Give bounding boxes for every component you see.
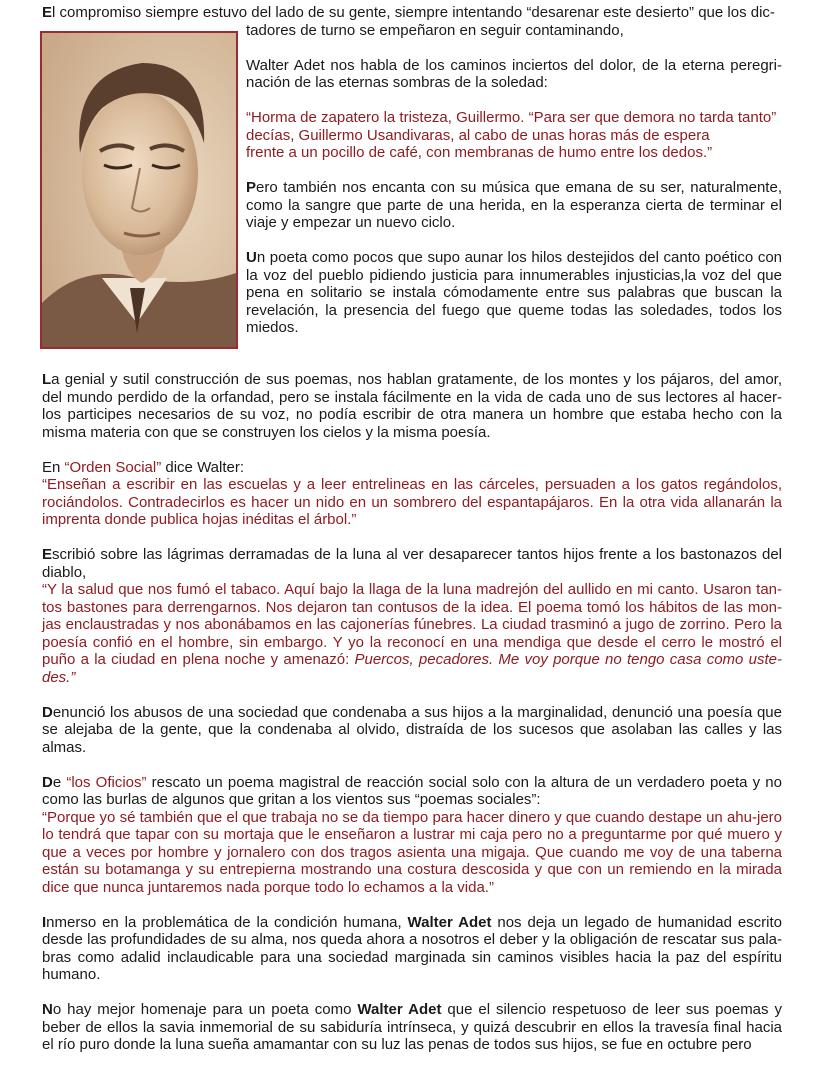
paragraph-genial [42, 371, 782, 441]
drop-cap: D [42, 773, 53, 791]
orden-prefix: En [42, 458, 65, 476]
section-orden-social [42, 459, 782, 529]
paragraph-pero [246, 179, 782, 232]
paragraph-poeta-text: n poeta como pocos que supo aunar los hilos destejidos del canto poético con la voz del pueblo pidiendo justicia para innumerables injusticias,la voz del que pena en solitario se instala cómodamente entre sus palabras que buscan la revelación, la presencia del fuego que queme todas las soledades, todos los miedos. [246, 249, 782, 336]
intro-line-2: tadores de turno se empeñaron en seguir contaminando, [246, 21, 624, 39]
paragraph-genial-text: a genial y sutil construcción de sus poemas, nos hablan gratamente, de los montes y los pájaros, del amor, del mundo perdido de la orfandad, pero se instala fácilmente en la vida de cada uno de sus lectores al hacer-los participes necesarios de su voz, no podía escribir de otra manera un hombre que estaba hecho con la misma materia con que se construyen los cielos y la misma poesía. [42, 371, 782, 441]
paragraph-habla: Walter Adet nos habla de los caminos inciertos del dolor, de la eterna peregri-nación de las eternas sombras de la soledad: [246, 56, 782, 91]
paragraph-inmerso [42, 914, 782, 984]
quote-horma-line-1: “Horma de zapatero la tristeza, Guillermo. “Para ser que demora no tarda tanto” [246, 109, 777, 126]
inmerso-pre: nmerso en la problemática de la condición humana, [46, 913, 408, 931]
drop-cap: P [246, 179, 257, 196]
paragraph-denuncio [42, 704, 782, 757]
homenaje-pre: o hay mejor homenaje para un poeta como [52, 1001, 358, 1018]
orden-quote: “Enseñan a escribir en las escuelas y a leer entrelineas en las cárceles, persuaden a los gatos regándolos, rociándolos. Contradecirlos es hacer un nido en un sombrero del espantapájaros. En la otra vida allanarán la imprenta donde publica hojas inéditas el árbol.” [42, 476, 782, 528]
drop-cap: D [42, 703, 53, 721]
drop-cap: E [42, 4, 53, 21]
orden-intro [42, 459, 782, 477]
paragraph-poeta [246, 249, 782, 337]
oficios-title: “los Oficios” [66, 773, 147, 791]
drop-cap: I [42, 913, 47, 931]
oficios-text: rescato un poema magistral de reacción social solo con la altura de un verdadero poeta y no como las burlas de algunos que gritan a los vientos sus “poemas sociales”: [42, 773, 782, 808]
escribio-quote-text: “Y la salud que nos fumó el tabaco. Aquí bajo la llaga de la luna madrejón del aullido en mi canto. Usaron tan-tos bastones para derrengarnos. Nos dejaron tan contusos de la idea. El poema tomó los hábitos de las mon-jas enclaustradas y nos abonábamos en las cajonerías fúnebres. La ciudad trasminó a jugo de zorrino. Pero la poesía confió en el hombre, sin embargo. Y yo la reconocí en una mendiga que desde el cerro le mostró el puño a la ciudad en plena noche y amenazó: [42, 581, 782, 668]
paragraph-homenaje [42, 1001, 782, 1054]
escribio-quote-italic: Puercos, pecadores. Me voy porque no tengo casa como uste-des.” [42, 651, 782, 686]
body-column [42, 371, 782, 1054]
drop-cap: L [42, 371, 52, 388]
portrait-photo [40, 31, 238, 349]
section-oficios [42, 774, 782, 897]
intro-text-1: l compromiso siempre estuvo del lado de su gente, siempre intentando “desarenar este desierto” que los dic- [52, 4, 775, 21]
escribio-text: scribió sobre las lágrimas derramadas de la luna al ver desaparecer tantos hijos frente a los bastonazos del diablo, [42, 546, 782, 581]
quote-horma-line-2: decías, Guillermo Usandivaras, al cabo de unas horas más de espera [246, 126, 710, 144]
escribio-quote [42, 581, 782, 686]
quote-horma-line-3: frente a un pocillo de café, con membranas de humo entre los dedos.” [246, 144, 713, 161]
inmerso-post: nos deja un legado de humanidad escrito desde las profundidades de su alma, nos queda ahora a nosotros el deber y la obligación de rescatar sus pala-bras como adalid inclaudicable para una sociedad marginada sin caminos visibles hacia la paz del espíritu humano. [42, 913, 782, 983]
section-escribio [42, 546, 782, 686]
oficios-intro [42, 774, 782, 809]
paragraph-pero-text: ero también nos encanta con su música que emana de su ser, naturalmente, como la sangre que parte de una herida, en la esperanza cierta de terminar el viaje y empezar un nuevo ciclo. [246, 179, 782, 231]
portrait-image [42, 33, 236, 347]
oficios-pre: e [52, 773, 67, 791]
escribio-intro [42, 546, 782, 581]
drop-cap: N [42, 1001, 53, 1018]
drop-cap: U [246, 249, 257, 266]
orden-suffix: dice Walter: [161, 458, 245, 476]
author-name: Walter Adet [357, 1001, 442, 1018]
oficios-quote: “Porque yo sé también que el que trabaja no se da tiempo para hacer dinero y que cuando destape un ahu-jero lo tendrá que tapar con su mortaja que le enseñaron a lustrar mi caja pero no a preguntarme por qué muero y que a veces por hombre y jornalero con dos tragos asienta una migaja. Que cuando me voy de una taberna están su botamanga y su entrepierna mostrando una costura descosida y que con un remiendo en la mirada dice que nunca juntaremos nada porque todo lo echamos a la vida.” [42, 808, 782, 896]
paragraph-denuncio-text: enunció los abusos de una sociedad que condenaba a sus hijos a la marginalidad, denunció una poesía que se alejaba de la gente, que la condenaba al olvido, distraída de los sucesos que asolaban las calles y las almas. [42, 703, 782, 756]
author-name: Walter Adet [407, 913, 492, 931]
drop-cap: E [42, 546, 53, 563]
homenaje-post: que el silencio respetuoso de leer sus poemas y beber de ellos la savia inmemorial de su sabiduría intrínseca, y quizá descubrir en ellos la travesía final hacia el río puro donde la luna sueña amamantar con su luz las penas de todos sus hijos, se fue en octubre pero [42, 1001, 782, 1053]
right-column [246, 4, 782, 337]
quote-horma [246, 109, 782, 162]
orden-title: “Orden Social” [64, 458, 162, 476]
